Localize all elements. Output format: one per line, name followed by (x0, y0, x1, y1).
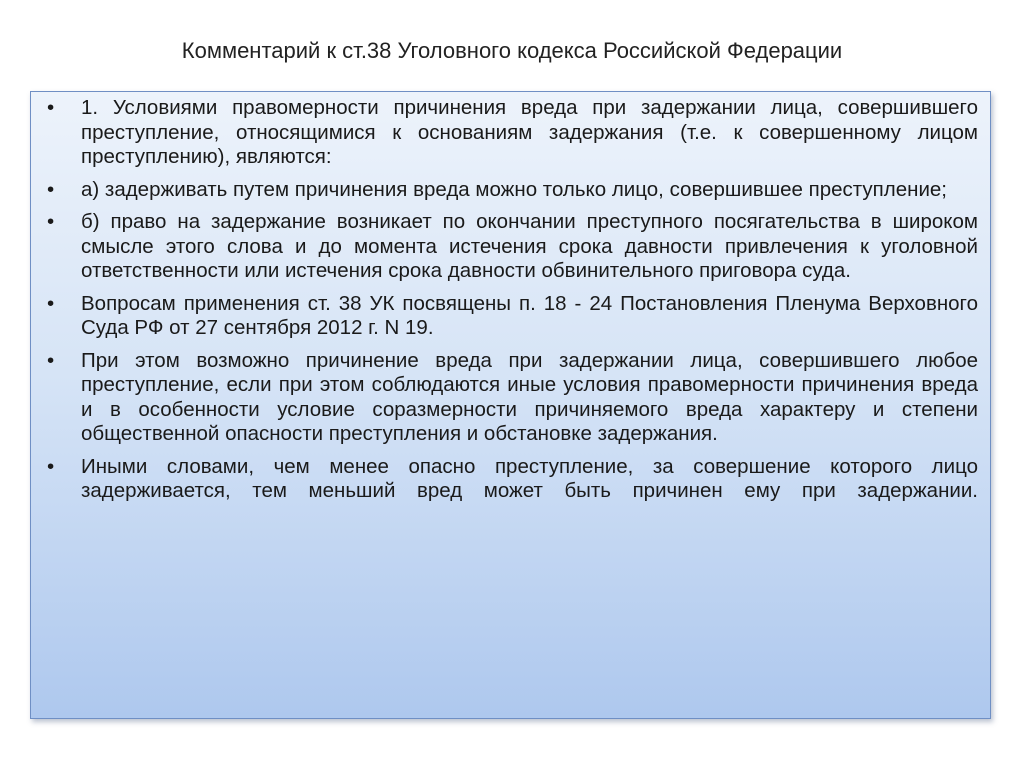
bullet-item (43, 178, 978, 203)
bullet-icon: • (47, 96, 55, 119)
bullet-item (43, 292, 978, 341)
bullet-item (43, 349, 978, 447)
bullet-text: а) задерживать путем причинения вреда можно только лицо, совершившее преступление; (81, 177, 947, 201)
bullet-item (43, 96, 978, 170)
bullet-icon: • (47, 210, 55, 233)
bullet-text: Вопросам применения ст. 38 УК посвящены п. 18 - 24 Постановления Пленума Верховного Суда РФ от 27 сентября 2012 г. N 19. (81, 291, 978, 339)
bullet-text: Иными словами, чем менее опасно преступление, за совершение которого лицо задерживается, тем меньший вред может быть причинен ему при задержании. (81, 454, 978, 502)
bullet-list (43, 96, 978, 504)
bullet-item (43, 455, 978, 504)
bullet-icon: • (47, 454, 55, 478)
bullet-text: При этом возможно причинение вреда при задержании лица, совершившего любое преступление, если при этом соблюдаются иные условия правомерности причинения вреда и в особенности условие соразмерности причиняемого вреда характеру и степени общественной опасности преступления и обстановке задержания. (81, 348, 978, 445)
bullet-text: 1. Условиями правомерности причинения вреда при задержании лица, совершившего преступление, относящимися к основаниям задержания (т.е. к совершенному лицом преступлению), являются: (81, 96, 978, 168)
bullet-icon: • (47, 348, 55, 372)
slide-title: Комментарий к ст.38 Уголовного кодекса Российской Федерации (181, 38, 843, 63)
bullet-item (43, 210, 978, 284)
bullet-icon: • (47, 291, 55, 315)
content-box (30, 91, 991, 719)
bullet-text: б) право на задержание возникает по окончании преступного посягательства в широком смысле этого слова и до момента истечения срока давности привлечения к уголовной ответственности или истечения срока давности обвинительного приговора суда. (81, 210, 978, 282)
bullet-icon: • (47, 177, 55, 201)
